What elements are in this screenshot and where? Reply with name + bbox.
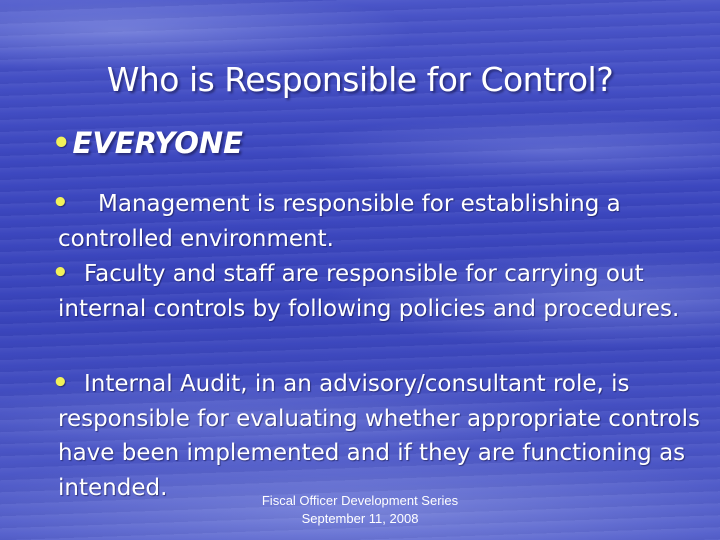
bullet-item-continuation: internal controls by following policies and procedures. <box>58 295 680 322</box>
footer-series: Fiscal Officer Development Series <box>261 493 459 508</box>
bullet-item-line: Management is responsible for establishing a <box>98 191 621 217</box>
slide-title: Who is Responsible for Control? <box>106 60 614 99</box>
footer-date: September 11, 2008 <box>301 511 419 526</box>
bullet-item-continuation: responsible for evaluating whether appropriate controls have been implemented and if they are functioning as intended. <box>58 405 701 501</box>
lead-point <box>52 126 243 160</box>
bullet-icon: • <box>52 126 71 160</box>
lead-text: EVERYONE <box>72 126 243 160</box>
bullet-item-line: Faculty and staff are responsible for carrying out <box>84 261 644 287</box>
bullet-item-internal-audit <box>52 366 702 505</box>
bullet-item-continuation: controlled environment. <box>58 225 334 252</box>
bullet-icon: • <box>52 368 69 398</box>
slide-footer <box>250 492 470 528</box>
bullet-item-faculty <box>52 256 702 326</box>
bullet-icon: • <box>52 188 69 218</box>
bullet-icon: • <box>52 258 69 288</box>
bullet-item-management <box>52 186 702 256</box>
bullet-item-line: Internal Audit, in an advisory/consultant role, is <box>84 371 630 397</box>
